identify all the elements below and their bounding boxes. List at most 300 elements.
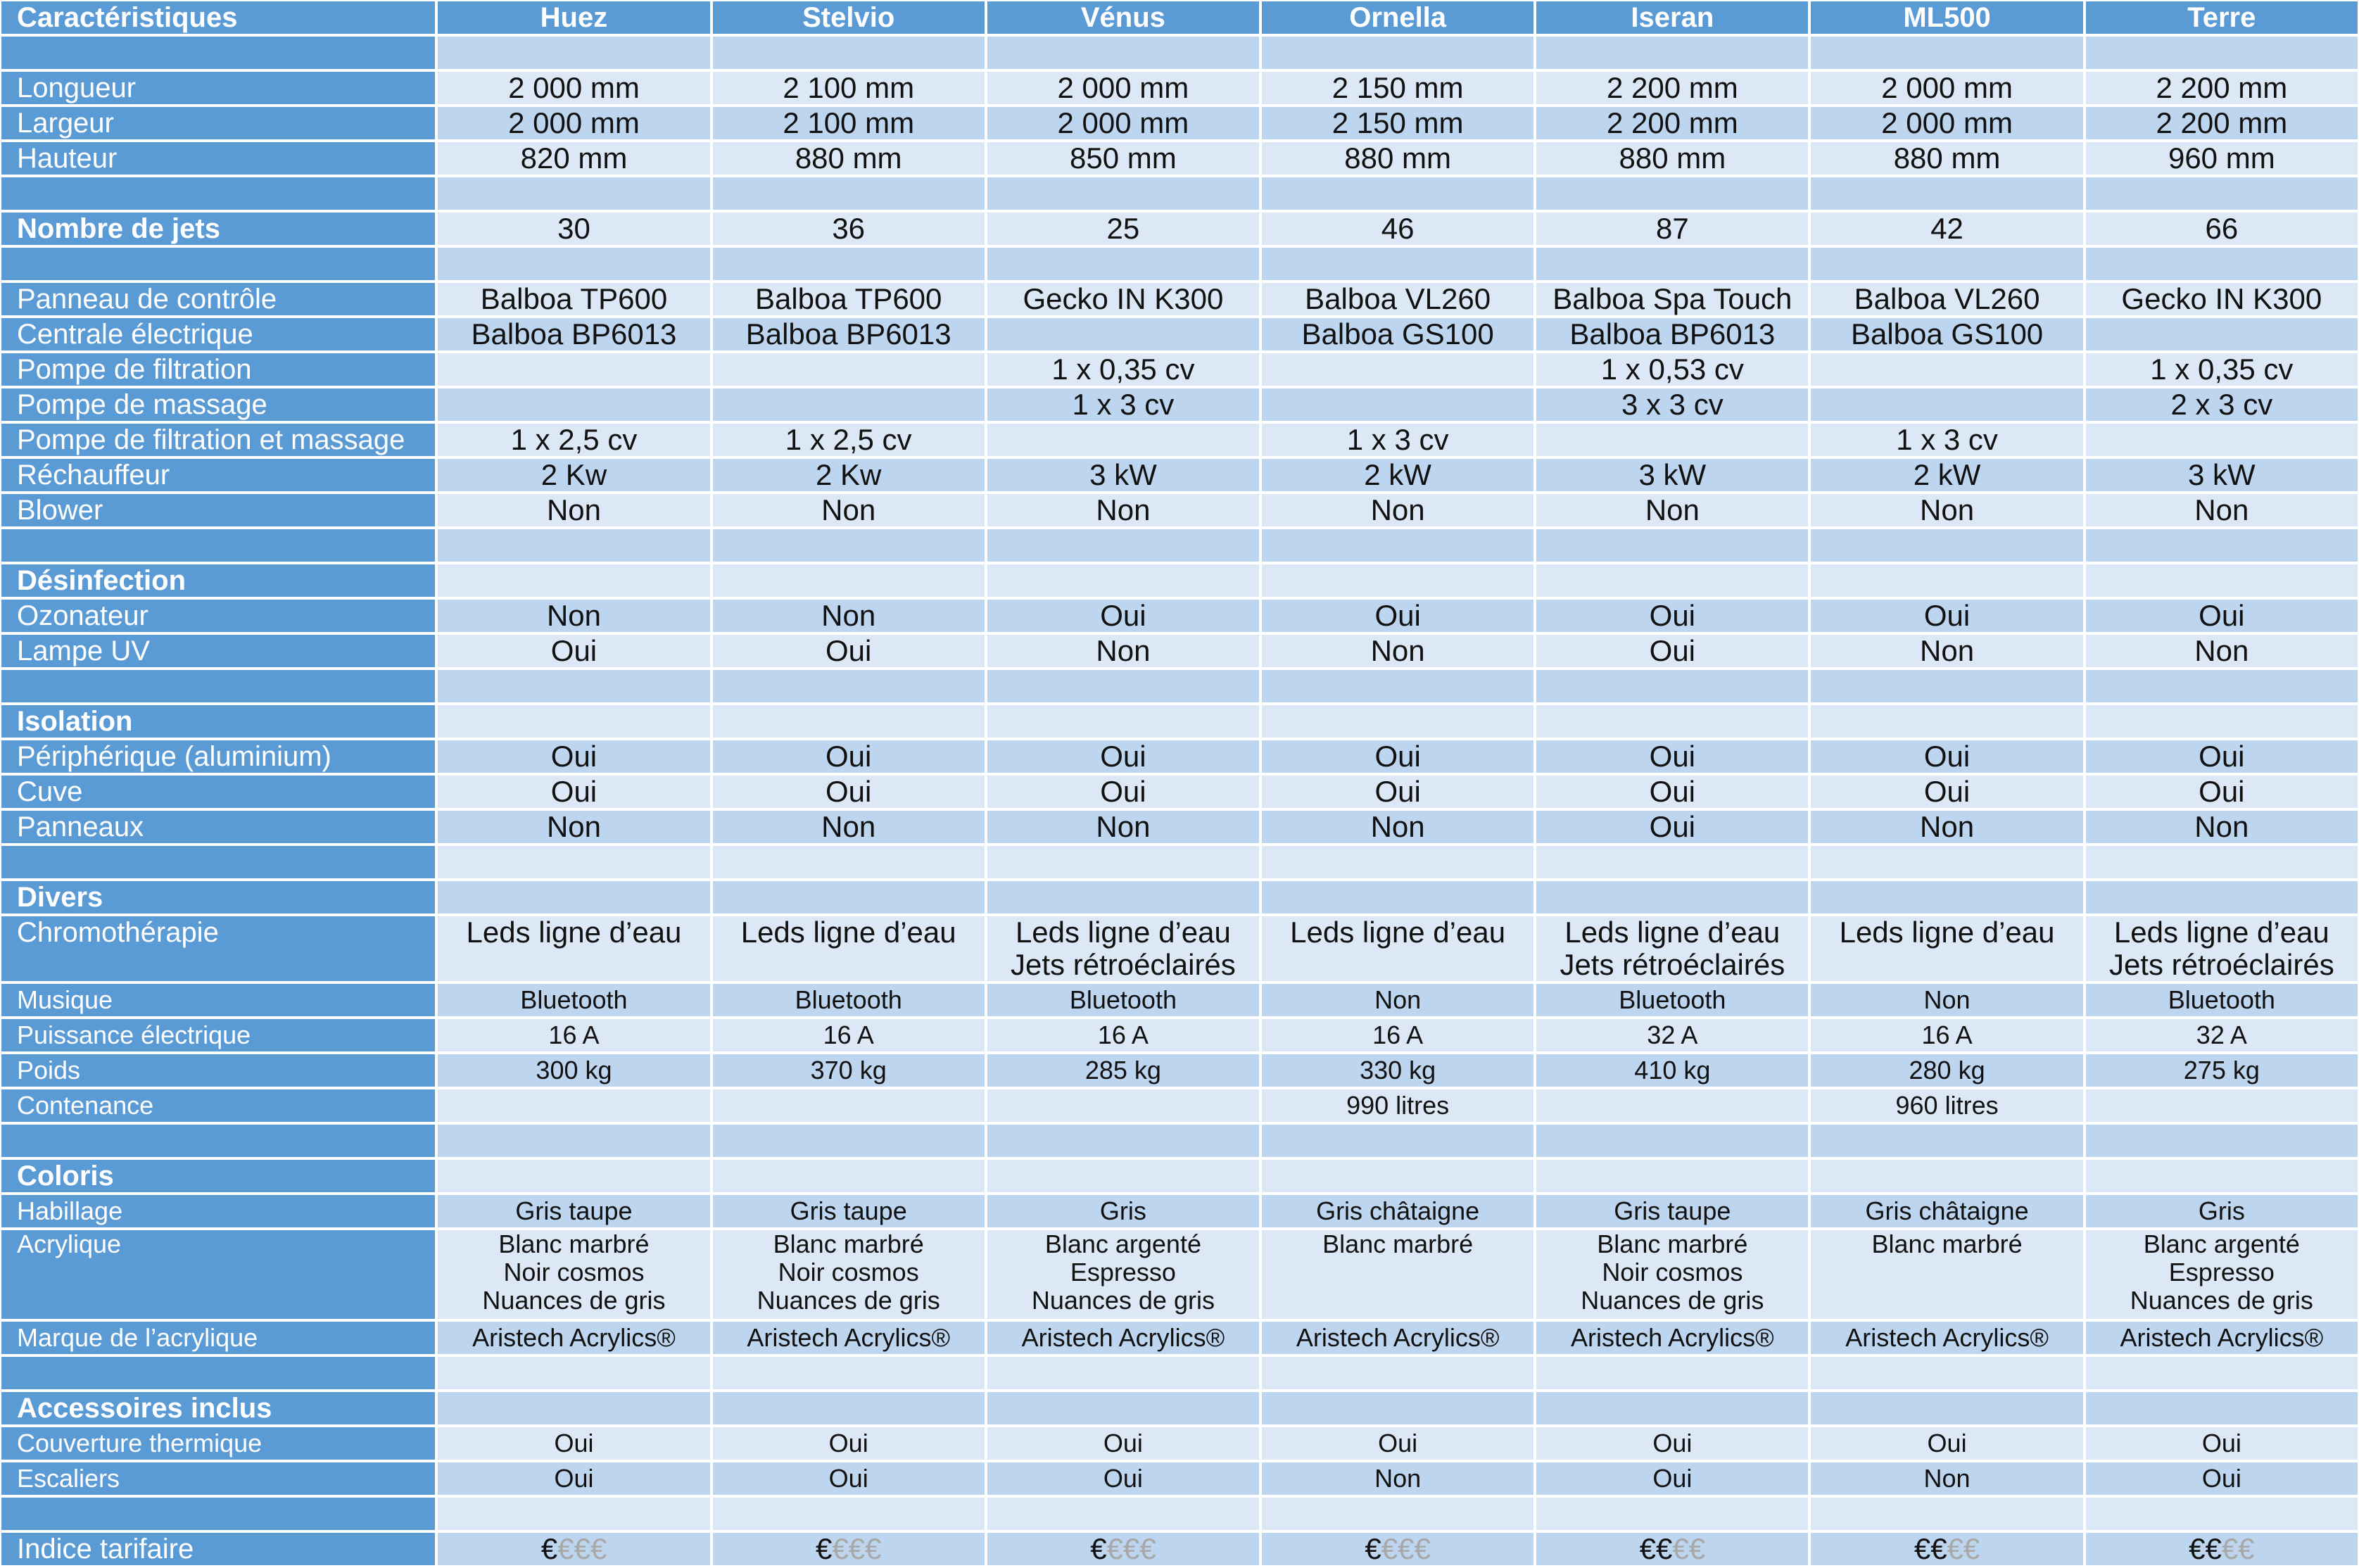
- table-row: [1, 353, 2358, 386]
- table-cell: 1 x 0,53 cv: [1536, 353, 1808, 386]
- table-cell: 2 200 mm: [1536, 107, 1808, 139]
- table-cell: 2 100 mm: [713, 107, 985, 139]
- table-cell: [987, 1392, 1259, 1424]
- spacer-cell: [1262, 177, 1533, 210]
- table-cell: Aristech Acrylics®: [987, 1322, 1259, 1354]
- table-cell: 1 x 2,5 cv: [713, 424, 985, 456]
- table-cell: Gris: [2086, 1195, 2358, 1227]
- spacer-cell: [987, 248, 1259, 280]
- table-cell: Oui: [1536, 740, 1808, 773]
- table-row: [1, 494, 2358, 526]
- table-cell: [438, 1089, 709, 1122]
- table-cell: Bluetooth: [438, 984, 709, 1016]
- table-cell: Oui: [2086, 740, 2358, 773]
- table-cell: [438, 353, 709, 386]
- spacer-cell: [1536, 670, 1808, 702]
- spacer-cell: [2086, 248, 2358, 280]
- table-cell: Non: [1811, 635, 2082, 667]
- table-cell: 2 150 mm: [1262, 107, 1533, 139]
- table-cell: Oui: [987, 1427, 1259, 1460]
- section-title: Désinfection: [1, 564, 435, 597]
- table-cell: 1 x 0,35 cv: [2086, 353, 2358, 386]
- table-cell: Blanc marbré: [1811, 1230, 2082, 1319]
- row-label: Habillage: [1, 1195, 435, 1227]
- row-label: Longueur: [1, 72, 435, 104]
- spacer-cell: [1262, 1125, 1533, 1157]
- table-cell: [713, 564, 985, 597]
- table-cell: [2086, 424, 2358, 456]
- spacer-cell: [713, 248, 985, 280]
- spacer-cell: [1811, 846, 2082, 878]
- spacer-label-cell: [1, 846, 435, 878]
- table-cell: 32 A: [2086, 1019, 2358, 1051]
- table-cell: [1262, 1392, 1533, 1424]
- table-row: [1, 318, 2358, 350]
- table-cell: 1 x 3 cv: [1262, 424, 1533, 456]
- table-cell: 2 x 3 cv: [2086, 388, 2358, 421]
- table-cell: Blanc argenté Espresso Nuances de gris: [2086, 1230, 2358, 1319]
- table-row: [1, 600, 2358, 632]
- price-index-cell: [438, 1533, 709, 1565]
- spacer-cell: [1262, 670, 1533, 702]
- spacer-cell: [1811, 37, 2082, 69]
- table-cell: 2 kW: [1262, 459, 1533, 491]
- table-cell: Non: [1262, 1462, 1533, 1495]
- table-cell: Non: [2086, 494, 2358, 526]
- table-row: [1, 1533, 2358, 1565]
- table-cell: [987, 1160, 1259, 1192]
- row-label: Périphérique (aluminium): [1, 740, 435, 773]
- row-label: Panneau de contrôle: [1, 283, 435, 315]
- price-index-cell: [1262, 1533, 1533, 1565]
- table-cell: Balboa Spa Touch: [1536, 283, 1808, 315]
- table-cell: Oui: [987, 776, 1259, 808]
- spacer-cell: [713, 846, 985, 878]
- spacer-cell: [2086, 846, 2358, 878]
- table-cell: Blanc marbré Noir cosmos Nuances de gris: [1536, 1230, 1808, 1319]
- table-cell: 2 000 mm: [987, 107, 1259, 139]
- row-label: Poids: [1, 1054, 435, 1087]
- spacer-cell: [713, 670, 985, 702]
- section-title: Coloris: [1, 1160, 435, 1192]
- spacer-cell: [1811, 177, 2082, 210]
- table-cell: [1811, 1392, 2082, 1424]
- spacer-row: [1, 529, 2358, 562]
- table-cell: 1 x 2,5 cv: [438, 424, 709, 456]
- row-label: Lampe UV: [1, 635, 435, 667]
- row-label: Contenance: [1, 1089, 435, 1122]
- section-row: [1, 705, 2358, 738]
- table-cell: Balboa BP6013: [1536, 318, 1808, 350]
- table-cell: Oui: [438, 1427, 709, 1460]
- table-cell: Non: [1811, 494, 2082, 526]
- table-cell: Non: [438, 811, 709, 843]
- price-index-empty: €€: [1672, 1532, 1706, 1565]
- table-cell: [987, 564, 1259, 597]
- section-title: Isolation: [1, 705, 435, 738]
- table-cell: Oui: [438, 740, 709, 773]
- section-title: Divers: [1, 881, 435, 913]
- table-cell: Oui: [2086, 1462, 2358, 1495]
- table-cell: 16 A: [1811, 1019, 2082, 1051]
- table-row: [1, 916, 2358, 981]
- row-label: Pompe de filtration et massage: [1, 424, 435, 456]
- table-cell: Oui: [713, 740, 985, 773]
- table-cell: Gris châtaigne: [1811, 1195, 2082, 1227]
- spacer-label-cell: [1, 37, 435, 69]
- table-cell: 2 150 mm: [1262, 72, 1533, 104]
- spacer-cell: [1811, 529, 2082, 562]
- price-index-empty: €€€: [1106, 1532, 1156, 1565]
- table-cell: 880 mm: [1811, 142, 2082, 175]
- table-cell: [2086, 318, 2358, 350]
- table-cell: Oui: [438, 1462, 709, 1495]
- table-cell: [713, 388, 985, 421]
- table-cell: Leds ligne d’eau: [713, 916, 985, 981]
- table-cell: Bluetooth: [2086, 984, 2358, 1016]
- spacer-cell: [1536, 529, 1808, 562]
- table-row: [1, 1322, 2358, 1354]
- table-cell: [1811, 353, 2082, 386]
- table-cell: 16 A: [438, 1019, 709, 1051]
- row-label: Acrylique: [1, 1230, 435, 1319]
- spacer-cell: [1536, 1125, 1808, 1157]
- table-cell: Oui: [713, 776, 985, 808]
- table-cell: 66: [2086, 213, 2358, 245]
- table-cell: Non: [1811, 1462, 2082, 1495]
- table-row: [1, 811, 2358, 843]
- table-row: [1, 740, 2358, 773]
- table-row: [1, 1427, 2358, 1460]
- row-label: Hauteur: [1, 142, 435, 175]
- table-cell: [438, 388, 709, 421]
- table-cell: [987, 1089, 1259, 1122]
- table-cell: Oui: [1262, 600, 1533, 632]
- row-label: Marque de l’acrylique: [1, 1322, 435, 1354]
- table-cell: 25: [987, 213, 1259, 245]
- table-cell: Leds ligne d’eau: [1262, 916, 1533, 981]
- table-cell: [438, 705, 709, 738]
- table-row: [1, 635, 2358, 667]
- section-row: [1, 1160, 2358, 1192]
- price-index-filled: €: [815, 1532, 833, 1565]
- table-cell: 960 mm: [2086, 142, 2358, 175]
- table-cell: Leds ligne d’eau: [438, 916, 709, 981]
- table-cell: 42: [1811, 213, 2082, 245]
- table-row: [1, 424, 2358, 456]
- spacer-cell: [1536, 248, 1808, 280]
- table-cell: [2086, 881, 2358, 913]
- table-cell: Aristech Acrylics®: [713, 1322, 985, 1354]
- table-cell: 1 x 0,35 cv: [987, 353, 1259, 386]
- table-cell: Non: [1536, 494, 1808, 526]
- table-cell: Non: [1811, 984, 2082, 1016]
- table-cell: Non: [713, 811, 985, 843]
- table-cell: [713, 705, 985, 738]
- spacer-cell: [1536, 177, 1808, 210]
- table-cell: Oui: [1811, 600, 2082, 632]
- table-cell: Leds ligne d’eau Jets rétroéclairés: [1536, 916, 1808, 981]
- table-cell: [2086, 705, 2358, 738]
- table-cell: [438, 1392, 709, 1424]
- table-cell: [713, 1160, 985, 1192]
- table-cell: 850 mm: [987, 142, 1259, 175]
- spacer-cell: [713, 1125, 985, 1157]
- spacer-cell: [1811, 1498, 2082, 1530]
- table-cell: 2 Kw: [713, 459, 985, 491]
- table-row: [1, 1089, 2358, 1122]
- table-cell: [1536, 424, 1808, 456]
- table-cell: Oui: [1811, 1427, 2082, 1460]
- table-cell: Balboa TP600: [438, 283, 709, 315]
- table-cell: Non: [1262, 635, 1533, 667]
- table-cell: 2 Kw: [438, 459, 709, 491]
- row-label: Cuve: [1, 776, 435, 808]
- spacer-label-cell: [1, 1357, 435, 1389]
- table-cell: Oui: [1811, 776, 2082, 808]
- spacer-cell: [438, 177, 709, 210]
- price-index-empty: €€: [1947, 1532, 1980, 1565]
- table-cell: Blanc marbré Noir cosmos Nuances de gris: [438, 1230, 709, 1319]
- spacer-cell: [987, 1125, 1259, 1157]
- table-cell: [1262, 388, 1533, 421]
- table-cell: [1262, 705, 1533, 738]
- spacer-cell: [1262, 37, 1533, 69]
- spacer-label-cell: [1, 1125, 435, 1157]
- table-cell: [2086, 1392, 2358, 1424]
- table-cell: 3 kW: [2086, 459, 2358, 491]
- table-cell: Aristech Acrylics®: [1262, 1322, 1533, 1354]
- spacer-label-cell: [1, 177, 435, 210]
- table-cell: 87: [1536, 213, 1808, 245]
- spacer-cell: [713, 529, 985, 562]
- spacer-cell: [2086, 177, 2358, 210]
- spacer-cell: [987, 670, 1259, 702]
- spacer-cell: [1262, 1357, 1533, 1389]
- table-row: [1, 1195, 2358, 1227]
- section-row: [1, 881, 2358, 913]
- spacer-cell: [438, 846, 709, 878]
- table-cell: 2 000 mm: [438, 107, 709, 139]
- table-cell: 16 A: [1262, 1019, 1533, 1051]
- table-cell: [438, 564, 709, 597]
- model-header: Ornella: [1262, 1, 1533, 34]
- table-cell: 3 kW: [1536, 459, 1808, 491]
- table-cell: Oui: [987, 600, 1259, 632]
- table-row: [1, 1054, 2358, 1087]
- table-cell: [713, 1089, 985, 1122]
- table-cell: Non: [1811, 811, 2082, 843]
- table-cell: Non: [1262, 811, 1533, 843]
- table-cell: 880 mm: [713, 142, 985, 175]
- table-cell: Oui: [2086, 776, 2358, 808]
- table-cell: [713, 353, 985, 386]
- spacer-label-cell: [1, 670, 435, 702]
- table-cell: Oui: [713, 635, 985, 667]
- table-cell: 36: [713, 213, 985, 245]
- model-header: Iseran: [1536, 1, 1808, 34]
- spacer-cell: [438, 1357, 709, 1389]
- table-cell: 2 000 mm: [1811, 72, 2082, 104]
- table-cell: Gris châtaigne: [1262, 1195, 1533, 1227]
- spacer-label-cell: [1, 1498, 435, 1530]
- table-cell: Balboa BP6013: [713, 318, 985, 350]
- spacer-cell: [1811, 1125, 2082, 1157]
- table-cell: 330 kg: [1262, 1054, 1533, 1087]
- spacer-row: [1, 248, 2358, 280]
- spacer-row: [1, 37, 2358, 69]
- table-cell: Non: [2086, 635, 2358, 667]
- table-cell: [1811, 388, 2082, 421]
- table-cell: Non: [438, 494, 709, 526]
- row-label: Pompe de filtration: [1, 353, 435, 386]
- table-cell: [1536, 1392, 1808, 1424]
- spacer-cell: [438, 1498, 709, 1530]
- table-cell: Leds ligne d’eau: [1811, 916, 2082, 981]
- row-label: Centrale électrique: [1, 318, 435, 350]
- row-label: Musique: [1, 984, 435, 1016]
- table-cell: [987, 881, 1259, 913]
- table-cell: Oui: [438, 776, 709, 808]
- table-cell: Balboa TP600: [713, 283, 985, 315]
- table-cell: Bluetooth: [987, 984, 1259, 1016]
- table-cell: 2 100 mm: [713, 72, 985, 104]
- table-cell: 16 A: [713, 1019, 985, 1051]
- table-cell: 280 kg: [1811, 1054, 2082, 1087]
- row-label: Largeur: [1, 107, 435, 139]
- table-row: [1, 459, 2358, 491]
- table-row: [1, 1462, 2358, 1495]
- table-cell: Gris taupe: [438, 1195, 709, 1227]
- table-cell: Oui: [987, 740, 1259, 773]
- price-index-empty: €€€: [1381, 1532, 1431, 1565]
- table-cell: [1262, 881, 1533, 913]
- table-cell: Aristech Acrylics®: [1811, 1322, 2082, 1354]
- price-index-cell: [2086, 1533, 2358, 1565]
- table-cell: Oui: [1262, 776, 1533, 808]
- table-cell: Non: [438, 600, 709, 632]
- row-label: Réchauffeur: [1, 459, 435, 491]
- price-index-cell: [987, 1533, 1259, 1565]
- spacer-cell: [1262, 529, 1533, 562]
- spacer-cell: [987, 846, 1259, 878]
- spacer-cell: [438, 248, 709, 280]
- spacer-cell: [987, 37, 1259, 69]
- spacer-cell: [987, 1498, 1259, 1530]
- header-row: [1, 1, 2358, 34]
- table-cell: [1811, 1160, 2082, 1192]
- table-cell: [1536, 705, 1808, 738]
- table-cell: Non: [1262, 984, 1533, 1016]
- table-cell: 30: [438, 213, 709, 245]
- spacer-cell: [713, 1357, 985, 1389]
- spacer-cell: [1811, 670, 2082, 702]
- table-cell: Balboa VL260: [1811, 283, 2082, 315]
- spacer-label-cell: [1, 248, 435, 280]
- spacer-row: [1, 177, 2358, 210]
- section-row: [1, 564, 2358, 597]
- table-cell: Oui: [2086, 600, 2358, 632]
- spacer-cell: [2086, 1498, 2358, 1530]
- table-cell: Balboa VL260: [1262, 283, 1533, 315]
- spacer-cell: [1536, 1357, 1808, 1389]
- price-index-cell: [1536, 1533, 1808, 1565]
- table-cell: Non: [713, 600, 985, 632]
- table-cell: 990 litres: [1262, 1089, 1533, 1122]
- table-cell: [1262, 564, 1533, 597]
- table-cell: 300 kg: [438, 1054, 709, 1087]
- table-cell: [438, 881, 709, 913]
- price-index-filled: €: [540, 1532, 558, 1565]
- table-cell: [2086, 564, 2358, 597]
- spacer-row: [1, 1498, 2358, 1530]
- table-cell: 2 200 mm: [2086, 72, 2358, 104]
- table-cell: Bluetooth: [1536, 984, 1808, 1016]
- table-row: [1, 107, 2358, 139]
- table-cell: Oui: [713, 1427, 985, 1460]
- spacer-cell: [1811, 1357, 2082, 1389]
- table-cell: [987, 318, 1259, 350]
- table-cell: Gris taupe: [1536, 1195, 1808, 1227]
- table-cell: 2 000 mm: [438, 72, 709, 104]
- table-row: [1, 1019, 2358, 1051]
- spacer-cell: [2086, 670, 2358, 702]
- spacer-cell: [438, 1125, 709, 1157]
- table-cell: 275 kg: [2086, 1054, 2358, 1087]
- table-cell: [1262, 353, 1533, 386]
- row-label: Panneaux: [1, 811, 435, 843]
- table-cell: Non: [987, 494, 1259, 526]
- table-row: [1, 388, 2358, 421]
- spacer-cell: [987, 529, 1259, 562]
- row-label: Ozonateur: [1, 600, 435, 632]
- spacer-row: [1, 846, 2358, 878]
- table-cell: Oui: [1536, 600, 1808, 632]
- table-cell: 2 kW: [1811, 459, 2082, 491]
- spacer-cell: [1262, 1498, 1533, 1530]
- spacer-cell: [1536, 1498, 1808, 1530]
- table-cell: Oui: [1536, 811, 1808, 843]
- table-cell: Gecko IN K300: [2086, 283, 2358, 315]
- model-header: Huez: [438, 1, 709, 34]
- row-label: Indice tarifaire: [1, 1533, 435, 1565]
- table-cell: Oui: [713, 1462, 985, 1495]
- table-cell: Aristech Acrylics®: [438, 1322, 709, 1354]
- table-cell: Gecko IN K300: [987, 283, 1259, 315]
- table-cell: 3 kW: [987, 459, 1259, 491]
- table-cell: 2 200 mm: [1536, 72, 1808, 104]
- price-index-empty: €€: [2221, 1532, 2255, 1565]
- table-cell: [987, 424, 1259, 456]
- spacer-cell: [2086, 37, 2358, 69]
- price-index-filled: €€: [1914, 1532, 1947, 1565]
- table-cell: Balboa GS100: [1262, 318, 1533, 350]
- section-row: [1, 1392, 2358, 1424]
- model-header: ML500: [1811, 1, 2082, 34]
- price-index-empty: €€€: [557, 1532, 607, 1565]
- table-cell: 46: [1262, 213, 1533, 245]
- row-label: Puissance électrique: [1, 1019, 435, 1051]
- row-label: Escaliers: [1, 1462, 435, 1495]
- price-index-cell: [1811, 1533, 2082, 1565]
- table-cell: Non: [1262, 494, 1533, 526]
- table-cell: Balboa GS100: [1811, 318, 2082, 350]
- table-cell: [2086, 1089, 2358, 1122]
- row-label: Pompe de massage: [1, 388, 435, 421]
- table-cell: Gris: [987, 1195, 1259, 1227]
- spacer-cell: [1536, 846, 1808, 878]
- table-cell: Leds ligne d’eau Jets rétroéclairés: [987, 916, 1259, 981]
